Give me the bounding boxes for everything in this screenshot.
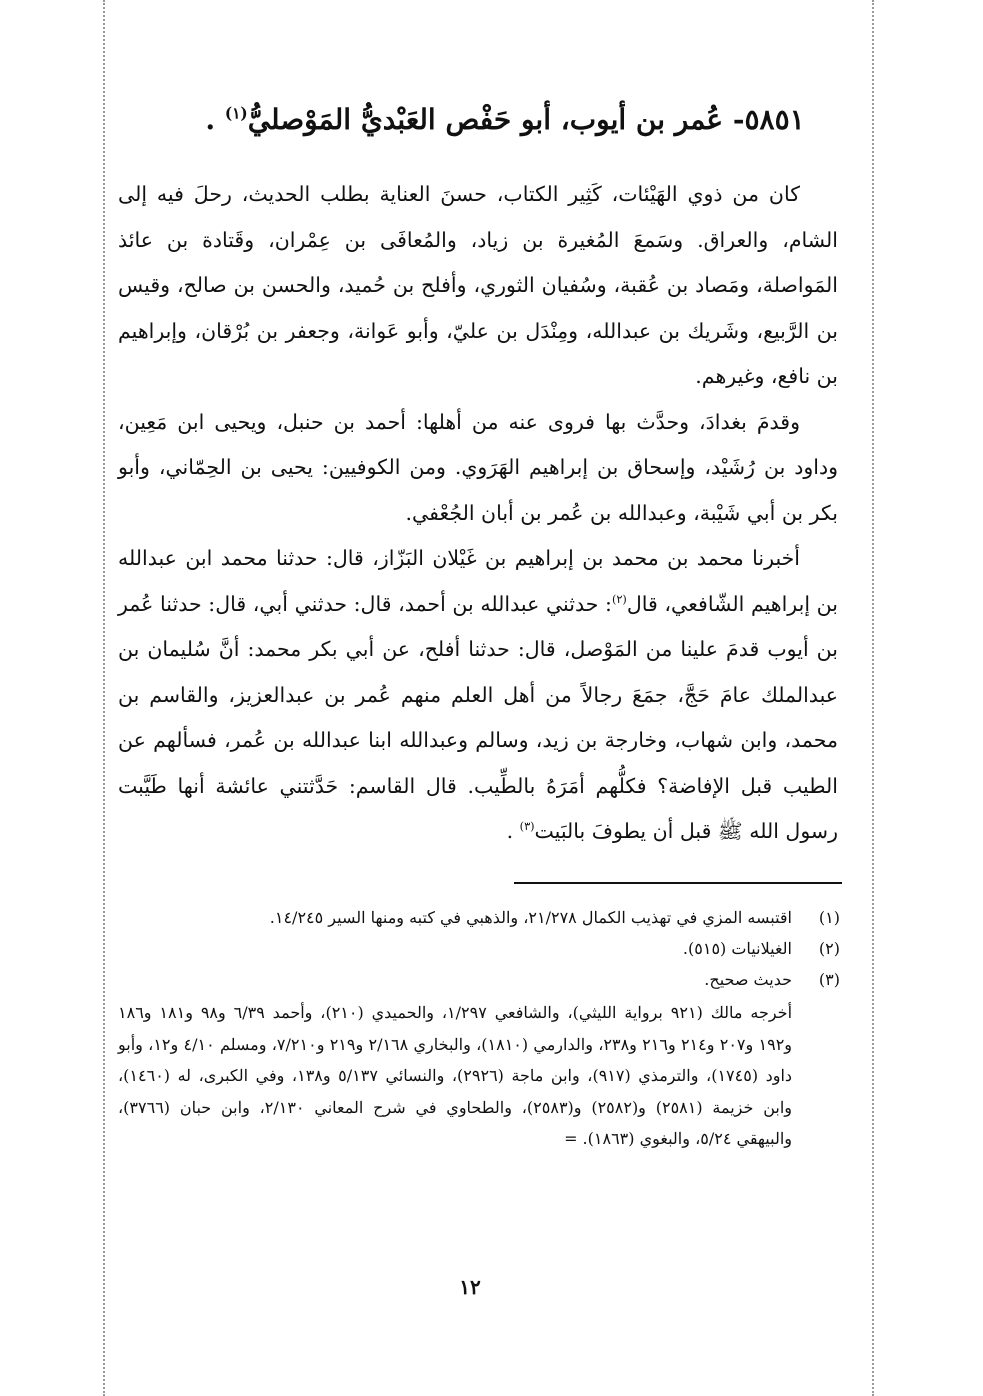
footnote-text: حديث صحيح. — [704, 970, 792, 989]
entry-heading-text: ٥٨٥١- عُمر بن أيوب، أبو حَفْص العَبْديُّ المَوْصليُّ — [247, 103, 805, 136]
hadith-text: : حدثني عبدالله بن أحمد، قال: حدثني أبي، قال: حدثنا عُمر بن أيوب قدمَ علينا من المَوْصل، قال: حدثنا أفلح، عن أبي بكر محمد: أنَّ سُليمان بن عبدالملك عامَ حَجَّ، جمَعَ رجالاً من أهل العلم منهم عُمر بن عبدالعزيز، والقاسم بن محمد، وابن شهاب، وخارجة بن زيد، وسالم وعبدالله ابنا عبدالله بن عُمر، فسألهم عن الطيب قبل الإفاضة؟ فكلُّهم أمَرَهُ بالطِّيب. قال القاسم: حَدَّثتني عائشة أنها طَيَّبت رسول الله ﷺ قبل أن يطوفَ بالبَيت — [118, 591, 838, 843]
students-paragraph: وقدمَ بغدادَ، وحدَّث بها فروى عنه من أهلها: أحمد بن حنبل، ويحيى ابن مَعِين، وداود بن رُشَيْد، وإسحاق بن إبراهيم الهَرَوي. ومن الكوفيين: يحيى بن الحِمّاني، وأبو بكر بن أبي شَيْبة، وعبدالله بن عُمر بن أبان الجُعْفي. — [118, 409, 838, 525]
hadith-end: . — [506, 819, 520, 843]
footnote-divider — [514, 882, 842, 884]
entry-body — [118, 172, 838, 855]
footnote-number: (١) — [818, 908, 840, 927]
footnote-1 — [118, 902, 840, 933]
footnote-3 — [118, 964, 840, 995]
footnote-3-detail: أخرجه مالك (٩٢١ برواية الليثي)، والشافعي ١/٢٩٧، والحميدي (٢١٠)، وأحمد ٦/٣٩ و٩٨ و١٨١ و١٨٦ و١٩٢ و٢٠٧ و٢١٤ و٢١٦ و٢٣٨، والدارمي (١٨١٠)، والبخاري ٢/١٦٨ و٢١٩ و٧/٢١٠، ومسلم ٤/١٠ و١٢، وأبو داود (١٧٤٥)، والترمذي (٩١٧)، وابن ماجة (٢٩٢٦)، والنسائي ٥/١٣٧ و١٣٨، وفي الكبرى، له (١٤٦٠)، وابن خزيمة (٢٥٨١) و(٢٥٨٢) و(٢٥٨٣)، والطحاوي في شرح المعاني ٢/١٣٠، وابن حبان (٣٧٦٦)، والبيهقي ٥/٢٤، والبغوي (١٨٦٣). = — [118, 1003, 793, 1148]
entry-heading — [160, 98, 850, 142]
margin-guide-right — [872, 0, 874, 1396]
page-number: ١٢ — [459, 1275, 481, 1299]
footnote-text: اقتبسه المزي في تهذيب الكمال ٢١/٢٧٨، والذهبي في كتبه ومنها السير ١٤/٢٤٥. — [269, 908, 792, 927]
footnote-mark-2[interactable]: (٢) — [611, 592, 627, 606]
heading-footnote-mark[interactable]: (١) — [224, 104, 248, 123]
isnad-text: أخبرنا محمد بن محمد بن إبراهيم بن غَيْلان البَزّاز، قال: حدثنا محمد ابن عبدالله بن إبراهيم الشّافعي، قال — [118, 546, 838, 616]
footnote-text: الغيلانيات (٥١٥). — [682, 939, 792, 958]
footnote-number: (٢) — [818, 939, 840, 958]
biography-paragraph: كان من ذوي الهَيْئات، كَثِير الكتاب، حسنَ العناية بطلب الحديث، رحلَ فيه إلى الشام، والعراق. وسَمعَ المُغيرة بن زياد، والمُعافَى بن عِمْران، وقَتادة بن عائذ المَواصلة، ومَصاد بن عُقبة، وسُفيان الثوري، وأفلح بن حُميد، والحسن بن صالح، وقيس بن الرَّبيع، وشَريك بن عبدالله، ومِنْدَل بن عليّ، وأبو عَوانة، وجعفر بن بُرْقان، وإبراهيم بن نافع، وغيرهم. — [118, 182, 838, 388]
margin-guide-left — [103, 0, 105, 1396]
footnotes — [118, 902, 840, 1155]
heading-end: . — [205, 103, 225, 136]
footnote-number: (٣) — [818, 970, 840, 989]
hadith-paragraph — [118, 536, 838, 855]
footnote-mark-3[interactable]: (٣) — [519, 820, 535, 834]
footnote-2 — [118, 933, 840, 964]
